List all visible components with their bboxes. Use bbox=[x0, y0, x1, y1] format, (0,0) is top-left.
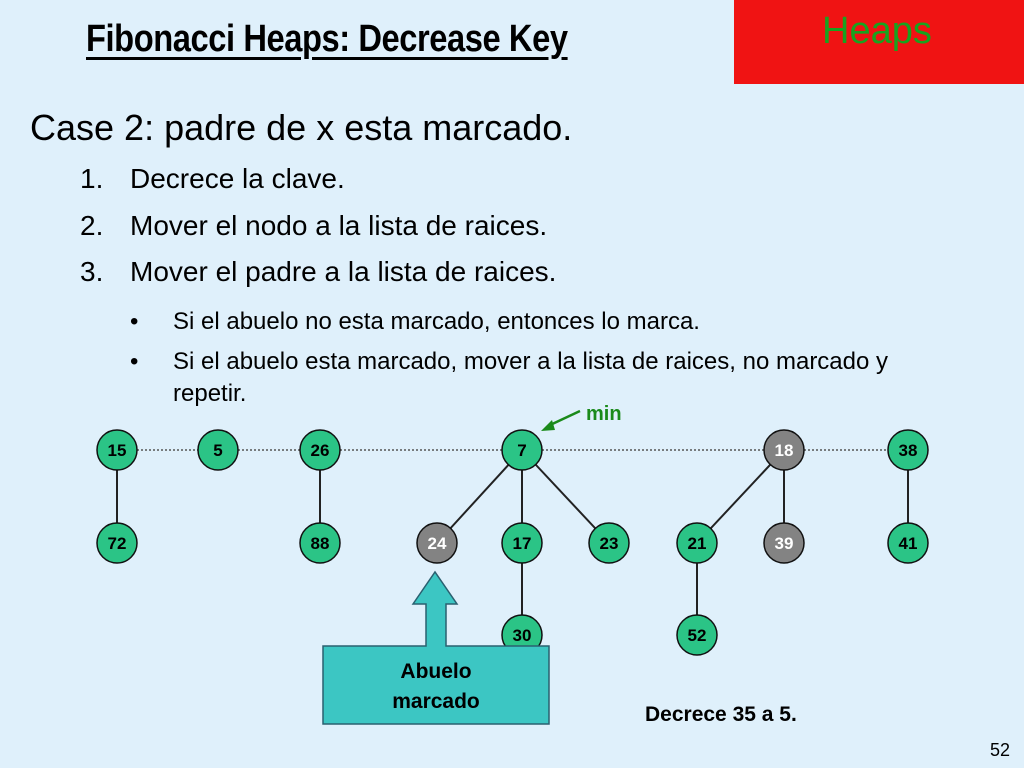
node-key-label: 7 bbox=[517, 441, 527, 460]
node-key-label: 5 bbox=[213, 441, 223, 460]
heap-node-17 bbox=[502, 523, 542, 563]
heap-node-21 bbox=[677, 523, 717, 563]
step-1-text: Decrece la clave. bbox=[130, 163, 345, 194]
heap-node-18 bbox=[764, 430, 804, 470]
bullet-2-dot: • bbox=[130, 348, 139, 375]
step-2-text: Mover el nodo a la lista de raices. bbox=[130, 210, 548, 241]
heap-node-7 bbox=[502, 430, 542, 470]
min-label: min bbox=[586, 403, 622, 425]
bullet-1-dot: • bbox=[130, 308, 139, 335]
case-heading: Case 2: padre de x esta marcado. bbox=[30, 107, 573, 148]
heap-node-88 bbox=[300, 523, 340, 563]
heap-node-52 bbox=[677, 615, 717, 655]
heap-node-23 bbox=[589, 523, 629, 563]
node-key-label: 15 bbox=[107, 441, 127, 460]
min-pointer-arrowhead bbox=[541, 420, 555, 431]
callout-text-line-2: marcado bbox=[392, 690, 480, 713]
heap-node-15 bbox=[97, 430, 137, 470]
bullet-2-text: Si el abuelo esta marcado, mover a la lista de raices, no marcado y repetir. bbox=[173, 348, 889, 407]
page-number: 52 bbox=[990, 740, 1011, 760]
heap-node-24 bbox=[417, 523, 457, 563]
heap-node-41 bbox=[888, 523, 928, 563]
node-key-label: 17 bbox=[512, 534, 532, 553]
node-key-label: 24 bbox=[427, 534, 447, 553]
footer-note: Decrece 35 a 5. bbox=[645, 703, 797, 726]
node-key-label: 88 bbox=[310, 534, 330, 553]
node-key-label: 52 bbox=[687, 626, 707, 645]
node-key-label: 26 bbox=[310, 441, 330, 460]
callout-text-line-1: Abuelo bbox=[400, 660, 472, 683]
heaps-badge-label: Heaps bbox=[822, 10, 932, 52]
node-key-label: 23 bbox=[599, 534, 619, 553]
slide-title: Fibonacci Heaps: Decrease Key bbox=[86, 18, 568, 60]
step-3-text: Mover el padre a la lista de raices. bbox=[130, 256, 557, 287]
node-key-label: 30 bbox=[512, 626, 532, 645]
heap-node-72 bbox=[97, 523, 137, 563]
node-key-label: 18 bbox=[774, 441, 794, 460]
heap-node-5 bbox=[198, 430, 238, 470]
node-key-label: 72 bbox=[107, 534, 127, 553]
step-3-number: 3. bbox=[80, 256, 104, 287]
heap-node-26 bbox=[300, 430, 340, 470]
heap-node-38 bbox=[888, 430, 928, 470]
step-1-number: 1. bbox=[80, 163, 104, 194]
heap-node-39 bbox=[764, 523, 804, 563]
node-key-label: 38 bbox=[898, 441, 918, 460]
bullet-1-text: Si el abuelo no esta marcado, entonces lo marca. bbox=[173, 308, 700, 335]
node-key-label: 21 bbox=[687, 534, 707, 553]
node-key-label: 39 bbox=[774, 534, 794, 553]
node-key-label: 41 bbox=[898, 534, 918, 553]
step-2-number: 2. bbox=[80, 210, 104, 241]
